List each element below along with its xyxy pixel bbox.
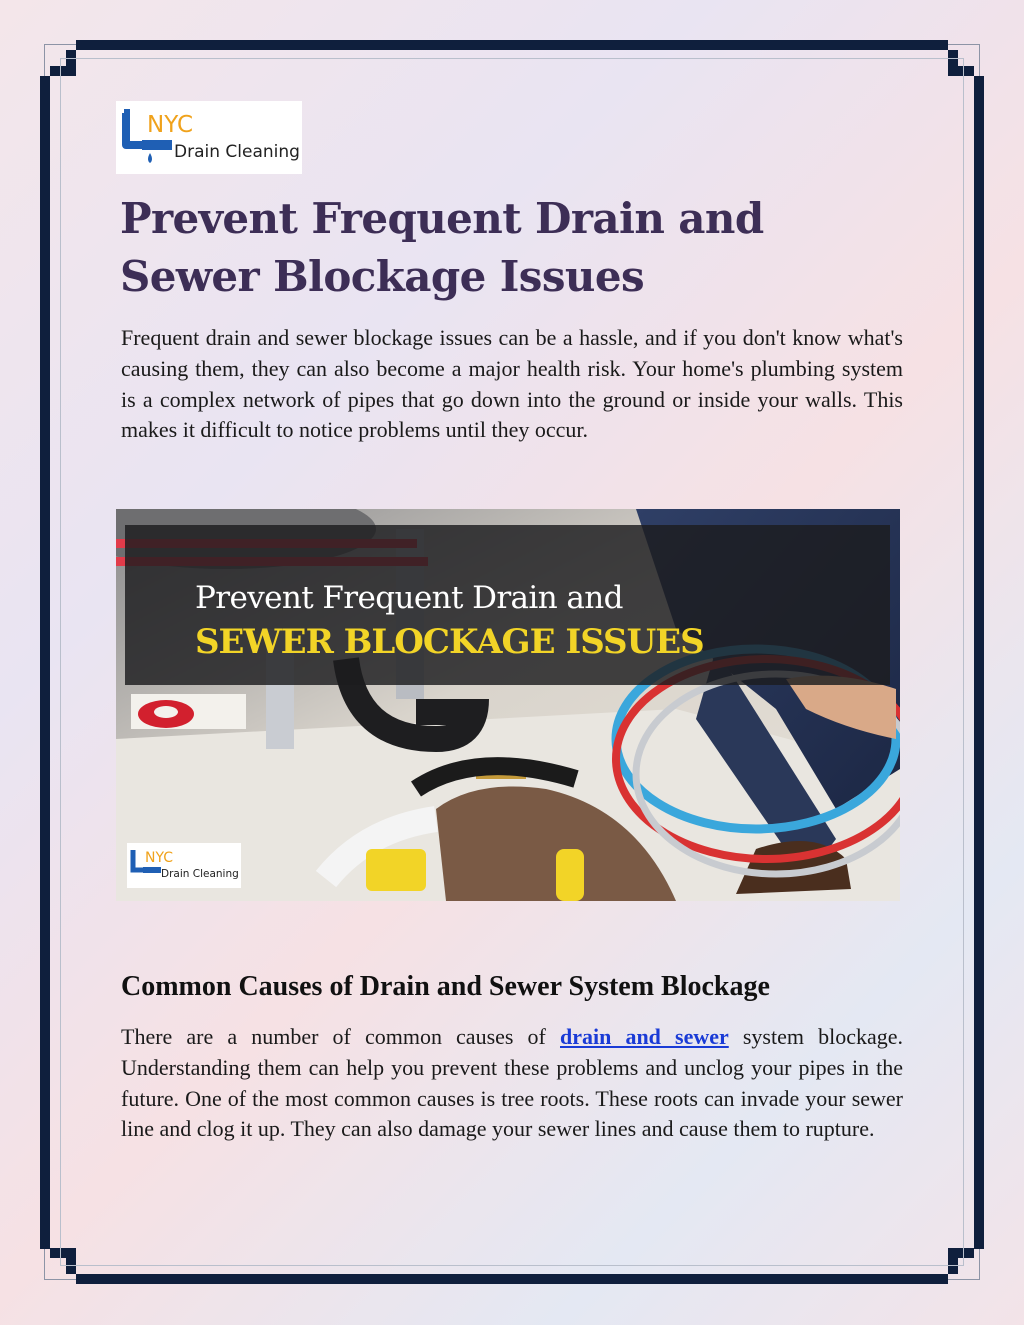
frame-bar-left [40,76,50,1249]
hero-logo-text-drain: Drain Cleaning [161,868,239,880]
hero-logo [127,843,241,888]
frame-bar-top [76,40,948,50]
page-title: Prevent Frequent Drain and Sewer Blockage Issues [120,194,764,301]
section-text-after: system blockage. Understanding them can help you prevent these problems and unclog your pipes in the future. One of the most common causes is tree roots. These roots can invade your sewer line and clog it up. They can also damage your sewer lines and cause them to rupture. [121,1024,903,1142]
frame-bar-right [974,76,984,1249]
logo-text-drain: Drain Cleaning [174,142,300,162]
company-logo[interactable] [116,101,302,174]
frame-corner-tl-h [40,40,76,50]
section-heading: Common Causes of Drain and Sewer System Blockage [121,971,770,1002]
frame-bar-bottom [76,1274,948,1284]
logo-text-nyc: NYC [147,112,194,138]
hero-banner-line1: Prevent Frequent Drain and [195,580,623,616]
section-paragraph [121,1022,903,1145]
drain-and-sewer-link[interactable]: drain and sewer [560,1024,729,1049]
section-text-before: There are a number of common causes of [121,1024,560,1049]
drain-pipe-icon [116,101,302,174]
hero-logo-text-nyc: NYC [145,850,174,866]
intro-paragraph: Frequent drain and sewer blockage issues can be a hassle, and if you don't know what's causing them, they can also become a major health risk. Your home's plumbing system is a complex network of pipes that go down into the ground or inside your walls. This makes it difficult to notice problems until they occur. [121,325,903,443]
hero-banner-line2: SEWER BLOCKAGE ISSUES [195,622,704,662]
drain-pipe-icon [127,843,241,888]
